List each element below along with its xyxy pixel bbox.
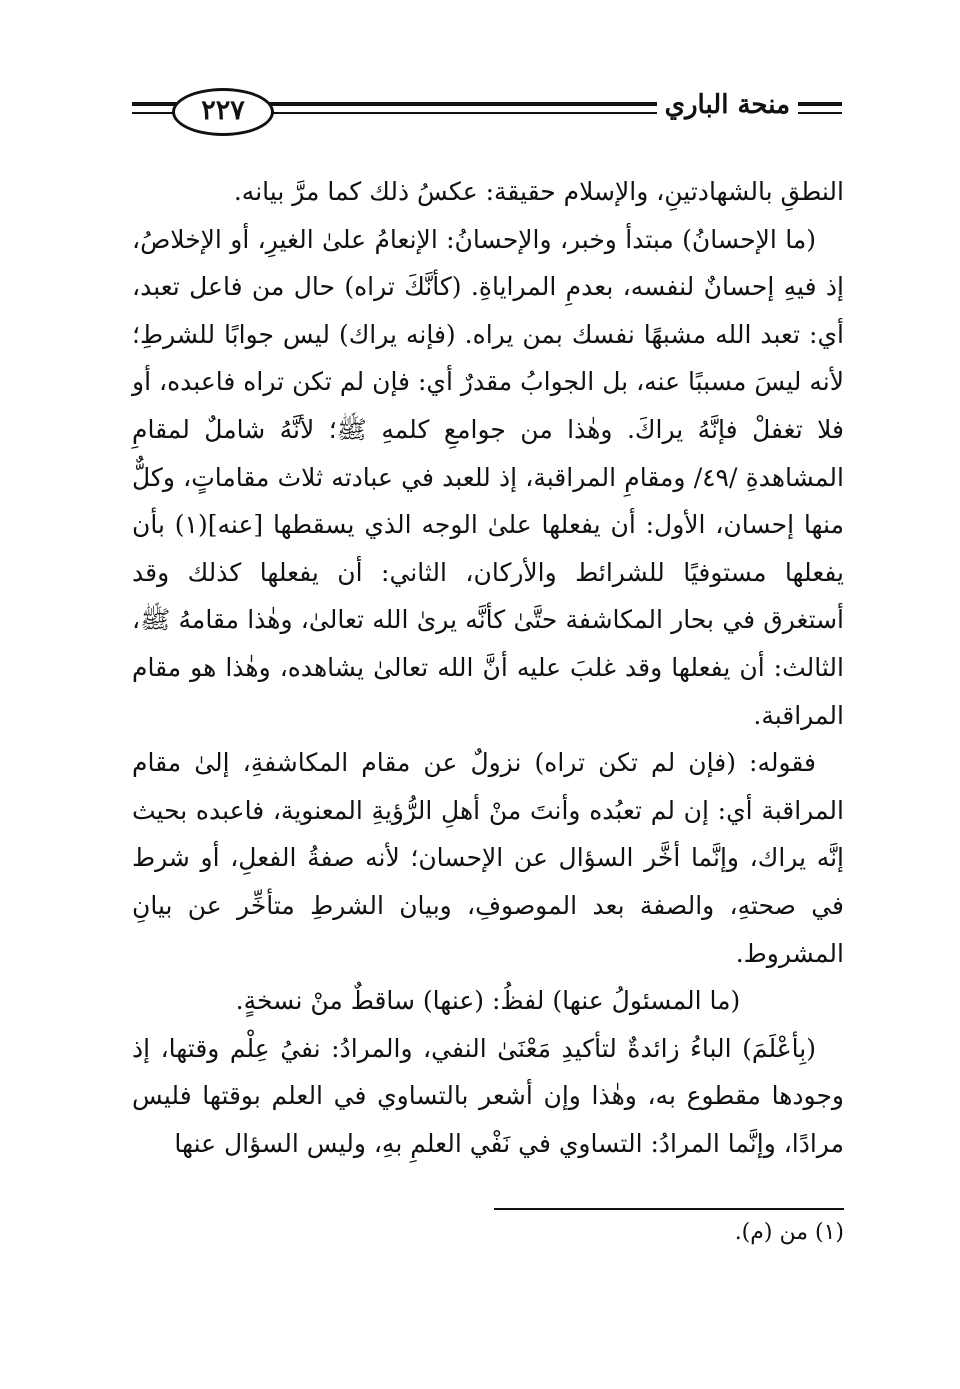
footnote: (١) من (م). — [734, 1220, 844, 1245]
paragraph: النطقِ بالشهادتينِ، والإسلام حقيقة: عكسُ ذلك كما مرَّ بيانه. — [233, 177, 844, 206]
page-body — [132, 168, 844, 1167]
paragraph: فقوله: (فإن لم تكن تراه) نزولٌ عن مقام المكاشفةِ، إلىٰ مقام المراقبة أي: إن لم تعبُده وأنتَ منْ أهلِ الرُّؤيةِ المعنوية، فاعبده بحيث إنَّه يراك، وإنَّما أخَّر السؤال عن الإحسان؛ لأنه صفةُ الفعلِ، أو شرط في صحتهِ، والصفة بعد الموصوفِ، وبيان الشرطِ متأخِّر عن بيانِ المشروط. — [132, 748, 844, 968]
paragraph: (ما الإحسانُ) مبتدأ وخبر، والإحسانُ: الإنعامُ علىٰ الغيرِ، أو الإخلاصُ، إذ فيهِ إحسانٌ لنفسه، بعدمِ المراياةِ. (كأنَّكَ تراه) حال من فاعل تعبد، أي: تعبد الله مشبهًا نفسك بمن يراه. (فإنه يراك) ليس جوابًا للشرطِ؛ لأنه ليسَ مسببًا عنه، بل الجوابُ مقدرٌ أي: فإن لم تكن تراه فاعبده، أو فلا تغفلْ فإنَّهُ يراكَ. وهٰذا من جوامعِ كلمهِ ﷺ؛ لأنَّهُ شاملٌ لمقامِ المشاهدةِ /٤٩/ ومقامِ المراقبة، إذ للعبد في عبادته ثلاث مقاماتٍ، وكلٌّ منها إحسان، الأول: أن يفعلها علىٰ الوجه الذي يسقطها [عنه](١) بأن يفعلها مستوفيًا للشرائط والأركان، الثاني: أن يفعلها كذلك وقد أستغرق في بحار المكاشفة حتَّىٰ كأنَّه يرىٰ الله تعالىٰ، وهٰذا مقامهُ ﷺ، الثالث: أن يفعلها وقد غلبَ عليه أنَّ الله تعالىٰ يشاهده، وهٰذا هو مقام المراقبة. — [132, 224, 844, 730]
page-header — [132, 86, 842, 136]
paragraph: (بِأعْلَمَ) الباءُ زائدةٌ لتأكيدِ مَعْنَىٰ النفي، والمرادُ: نفيُ عِلْم وقتها، إذ وجودها مقطوع به، وهٰذا وإن أشعر بالتساوي في العلم بوقتها فليس مرادًا، وإنَّما المرادُ: التساوي في نَفْي العلمِ بهِ، وليس السؤال عنها — [132, 1033, 844, 1158]
paragraph: (ما المسئولُ عنها) لفظُ: (عنها) ساقطٌ منْ نسخةٍ. — [235, 986, 741, 1016]
footnote-separator — [494, 1208, 844, 1210]
book-title: منحة الباري — [657, 90, 798, 120]
page-number: ٢٢٧ — [172, 88, 274, 136]
